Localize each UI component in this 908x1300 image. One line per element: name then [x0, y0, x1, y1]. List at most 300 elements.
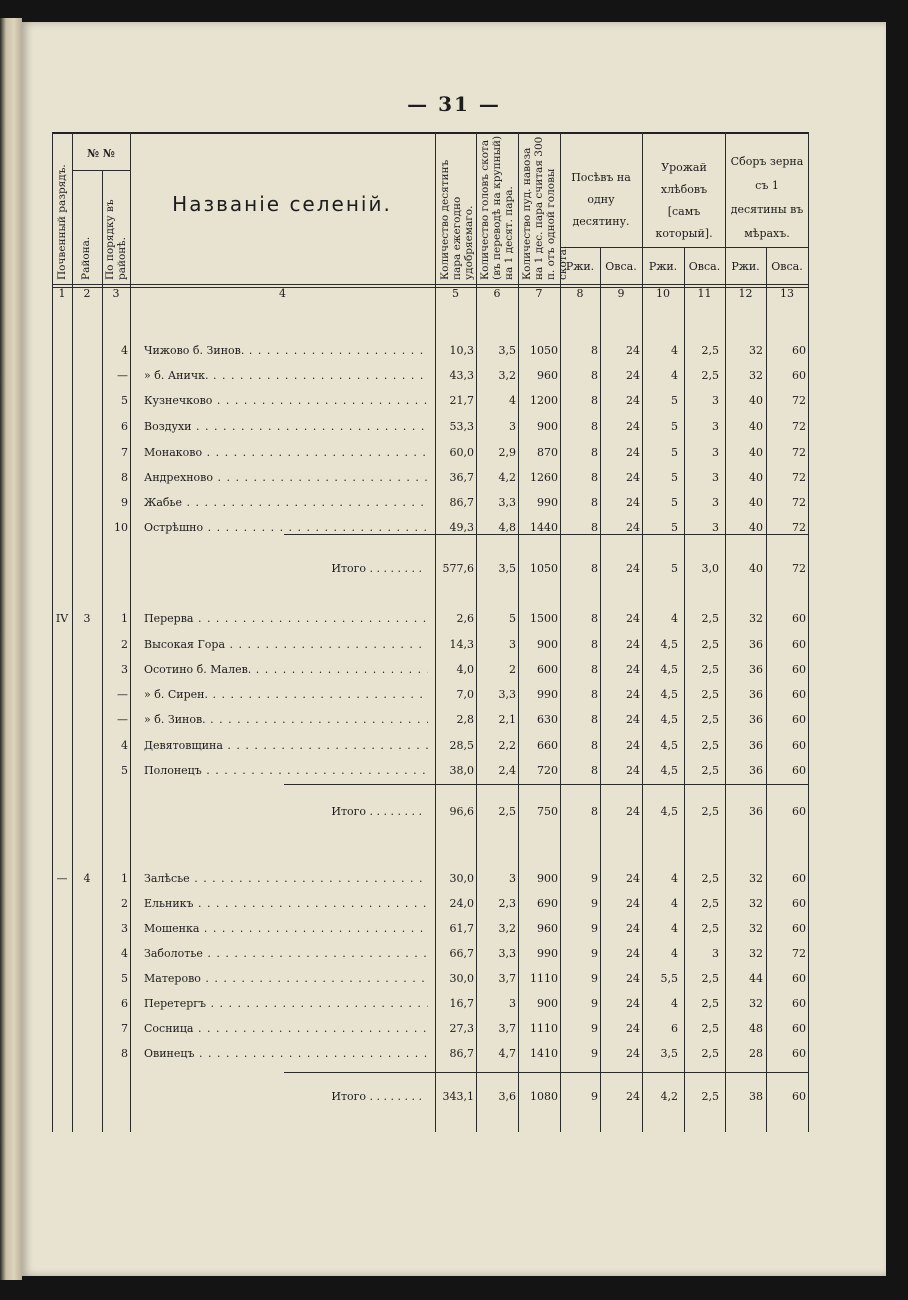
header-sowing: Посѣвъ на одну десятину.	[571, 171, 631, 228]
column-number: 7	[535, 287, 543, 300]
settlement-name: Овинецъ . . .	[144, 1047, 428, 1060]
settlement-name: Чижово б. Зинов. . . .	[144, 344, 428, 357]
settlement-name: » б. Сирен. . . .	[144, 688, 428, 701]
cell-c13: 72	[792, 562, 806, 575]
cell-c10: 4,5	[660, 764, 678, 777]
cell-c5: 36,7	[449, 471, 474, 484]
cell-c11: 2,5	[701, 1022, 719, 1035]
cell-c10: 4	[671, 947, 678, 960]
cell-c13: 60	[792, 688, 806, 701]
cell-c13: 72	[792, 471, 806, 484]
cell-c12: 40	[749, 496, 763, 509]
header-rye: Ржи.	[648, 260, 678, 273]
cell-c5: 27,3	[449, 1022, 474, 1035]
cell-c7: 990	[537, 688, 558, 701]
cell-c5: 21,7	[449, 394, 474, 407]
cell-c8: 9	[591, 897, 598, 910]
cell-c13: 60	[792, 805, 806, 818]
cell-c8: 8	[591, 496, 598, 509]
cell-c5: 96,6	[449, 805, 474, 818]
cell-c10: 5	[671, 562, 678, 575]
cell-c3: 10	[114, 521, 128, 534]
cell-c10: 4,5	[660, 713, 678, 726]
cell-c12: 40	[749, 471, 763, 484]
header-oats: Овса.	[688, 260, 721, 273]
col-rule	[102, 170, 103, 1132]
cell-c9: 24	[626, 764, 640, 777]
cell-c8: 8	[591, 688, 598, 701]
cell-c13: 60	[792, 344, 806, 357]
cell-c9: 24	[626, 471, 640, 484]
cell-c9: 24	[626, 369, 640, 382]
cell-c12: 40	[749, 446, 763, 459]
cell-c6: 3,7	[498, 1022, 516, 1035]
cell-c11: 3	[712, 420, 719, 433]
cell-c5: 7,0	[456, 688, 474, 701]
cell-c11: 2,5	[701, 369, 719, 382]
cell-c12: 40	[749, 394, 763, 407]
cell-c3: 7	[121, 446, 128, 459]
cell-c12: 32	[749, 897, 763, 910]
cell-c12: 40	[749, 521, 763, 534]
cell-c13: 72	[792, 446, 806, 459]
cell-c6: 3	[509, 997, 516, 1010]
cell-c3: 5	[121, 394, 128, 407]
cell-c3: —	[117, 713, 128, 726]
cell-c13: 60	[792, 997, 806, 1010]
cell-c12: 36	[749, 713, 763, 726]
cell-c13: 60	[792, 897, 806, 910]
col-rule	[130, 132, 131, 1132]
cell-c3: —	[117, 688, 128, 701]
cell-c6: 3,2	[498, 369, 516, 382]
cell-c7: 900	[537, 872, 558, 885]
cell-c9: 24	[626, 897, 640, 910]
settlement-name: Сосница . . .	[144, 1022, 428, 1035]
cell-c3: 2	[121, 897, 128, 910]
cell-c6: 3	[509, 872, 516, 885]
cell-c9: 24	[626, 739, 640, 752]
cell-c9: 24	[626, 446, 640, 459]
cell-c6: 3	[509, 420, 516, 433]
cell-c13: 72	[792, 394, 806, 407]
cell-c10: 4,5	[660, 805, 678, 818]
column-number: 4	[279, 287, 286, 300]
cell-c12: 32	[749, 369, 763, 382]
cell-c13: 60	[792, 872, 806, 885]
cell-c9: 24	[626, 663, 640, 676]
cell-c12: 36	[749, 764, 763, 777]
settlement-name: Воздухи . . .	[144, 420, 428, 433]
total-label: Итого . . .	[262, 805, 422, 818]
cell-c7: 1110	[530, 1022, 558, 1035]
cell-c13: 60	[792, 612, 806, 625]
cell-c9: 24	[626, 1090, 640, 1103]
settlement-name: Кузнечково . . .	[144, 394, 428, 407]
header-rye: Ржи.	[565, 260, 595, 273]
cell-c12: 44	[749, 972, 763, 985]
column-number: 10	[656, 287, 670, 300]
cell-c7: 1500	[530, 612, 558, 625]
cell-c9: 24	[626, 344, 640, 357]
cell-c3: 1	[121, 872, 128, 885]
cell-c8: 9	[591, 997, 598, 1010]
header-oats: Овса.	[771, 260, 803, 273]
cell-c11: 3	[712, 496, 719, 509]
cell-c10: 4,5	[660, 638, 678, 651]
cell-c7: 990	[537, 496, 558, 509]
cell-c6: 3,2	[498, 922, 516, 935]
cell-c9: 24	[626, 496, 640, 509]
cell-c12: 36	[749, 805, 763, 818]
column-number: 2	[83, 287, 91, 300]
cell-c3: 4	[121, 739, 128, 752]
header-settlement-names: Названіе селеній.	[172, 192, 392, 216]
column-number: 11	[697, 287, 712, 300]
cell-c10: 4	[671, 922, 678, 935]
settlement-name: Полонецъ . . .	[144, 764, 428, 777]
cell-c11: 2,5	[701, 972, 719, 985]
settlement-name: Мошенка . . .	[144, 922, 428, 935]
cell-c9: 24	[626, 872, 640, 885]
cell-c11: 2,5	[701, 638, 719, 651]
cell-c10: 4	[671, 897, 678, 910]
cell-c12: 38	[749, 1090, 763, 1103]
cell-c3: —	[117, 369, 128, 382]
cell-c5: 38,0	[449, 764, 474, 777]
cell-c5: 86,7	[449, 1047, 474, 1060]
cell-c10: 4	[671, 872, 678, 885]
cell-c13: 60	[792, 1047, 806, 1060]
cell-c12: 32	[749, 612, 763, 625]
cell-c9: 24	[626, 562, 640, 575]
cell-c8: 8	[591, 369, 598, 382]
cell-c6: 4,7	[498, 1047, 516, 1060]
cell-c11: 2,5	[701, 344, 719, 357]
settlement-name: Высокая Гора . . .	[144, 638, 428, 651]
cell-c5: 14,3	[449, 638, 474, 651]
cell-c8: 9	[591, 947, 598, 960]
cell-c7: 900	[537, 420, 558, 433]
cell-c3: 3	[121, 922, 128, 935]
cell-c5: 53,3	[449, 420, 474, 433]
cell-c8: 8	[591, 446, 598, 459]
cell-c8: 9	[591, 1022, 598, 1035]
cell-c6: 3,3	[498, 496, 516, 509]
cell-c11: 2,5	[701, 897, 719, 910]
cell-c5: 24,0	[449, 897, 474, 910]
cell-c10: 4	[671, 369, 678, 382]
cell-c5: 577,6	[442, 562, 474, 575]
cell-c11: 3,0	[701, 562, 719, 575]
statistics-table	[22, 22, 886, 1276]
header-cattle: Количество головъ скота (въ переводѣ на крупный) на 1 десят. пара.	[479, 135, 515, 280]
settlement-name: Матерово . . .	[144, 972, 428, 985]
cell-c7: 600	[537, 663, 558, 676]
cell-c11: 2,5	[701, 688, 719, 701]
cell-c8: 8	[591, 739, 598, 752]
cell-c10: 5	[671, 420, 678, 433]
cell-c8: 8	[591, 562, 598, 575]
cell-c12: 36	[749, 739, 763, 752]
cell-c9: 24	[626, 947, 640, 960]
header-harvest: Урожай хлѣбовъ [самъ который].	[655, 161, 713, 240]
cell-c3: 6	[121, 420, 128, 433]
col-rule	[808, 132, 809, 1132]
cell-c13: 60	[792, 739, 806, 752]
column-number: 5	[452, 287, 459, 300]
col-rule	[72, 132, 73, 1132]
cell-c8: 8	[591, 713, 598, 726]
cell-c7: 990	[537, 947, 558, 960]
cell-c8: 8	[591, 471, 598, 484]
header-yield: Сборъ зерна съ 1 десятины въ мѣрахъ.	[730, 155, 804, 240]
cell-c10: 5	[671, 394, 678, 407]
cell-c12: 40	[749, 562, 763, 575]
cell-c11: 2,5	[701, 997, 719, 1010]
column-number: 6	[493, 287, 501, 300]
cell-c11: 2,5	[701, 872, 719, 885]
page	[22, 22, 886, 1276]
cell-c8: 9	[591, 972, 598, 985]
header-order: По порядку въ районѣ.	[104, 199, 128, 280]
settlement-name: Ельникъ . . .	[144, 897, 428, 910]
cell-c8: 9	[591, 872, 598, 885]
cell-c9: 24	[626, 394, 640, 407]
subtotal-rule	[284, 534, 808, 535]
cell-c10: 4,5	[660, 663, 678, 676]
cell-c12: 28	[749, 1047, 763, 1060]
cell-c8: 8	[591, 638, 598, 651]
header-district: Района.	[80, 236, 92, 280]
cell-c10: 3,5	[660, 1047, 678, 1060]
cell-c9: 24	[626, 1022, 640, 1035]
cell-c10: 5	[671, 471, 678, 484]
cell-c13: 60	[792, 369, 806, 382]
column-number: 1	[58, 287, 66, 300]
cell-c7: 630	[537, 713, 558, 726]
cell-c11: 2,5	[701, 805, 719, 818]
cell-c5: 60,0	[449, 446, 474, 459]
cell-c8: 8	[591, 521, 598, 534]
cell-c6: 2,5	[498, 805, 516, 818]
column-number: 3	[112, 287, 120, 300]
header-soil-class: Почвенный разрядъ.	[56, 164, 68, 280]
cell-c5: 10,3	[449, 344, 474, 357]
header-rule	[52, 284, 808, 285]
cell-c10: 4	[671, 612, 678, 625]
total-label: Итого . . .	[262, 1090, 422, 1103]
cell-c8: 8	[591, 420, 598, 433]
settlement-name: Залѣсье . . .	[144, 872, 428, 885]
header-numbers: № №	[87, 147, 115, 160]
cell-c12: 32	[749, 872, 763, 885]
cell-c3: 4	[121, 344, 128, 357]
cell-c3: 5	[121, 972, 128, 985]
cell-c7: 900	[537, 638, 558, 651]
cell-c8: 8	[591, 764, 598, 777]
cell-c9: 24	[626, 688, 640, 701]
column-number: 9	[617, 287, 625, 300]
cell-c5: 4,0	[456, 663, 474, 676]
cell-c7: 690	[537, 897, 558, 910]
cell-c9: 24	[626, 1047, 640, 1060]
cell-c3: 3	[121, 663, 128, 676]
cell-c7: 1110	[530, 972, 558, 985]
cell-c7: 720	[537, 764, 558, 777]
settlement-name: » б. Зинов. . . .	[144, 713, 428, 726]
cell-c12: 32	[749, 344, 763, 357]
cell-c8: 8	[591, 663, 598, 676]
cell-c9: 24	[626, 420, 640, 433]
cell-c11: 2,5	[701, 663, 719, 676]
cell-c12: 36	[749, 688, 763, 701]
cell-c11: 2,5	[701, 1047, 719, 1060]
cell-c13: 60	[792, 1090, 806, 1103]
cell-c9: 24	[626, 805, 640, 818]
cell-c12: 48	[749, 1022, 763, 1035]
cell-c13: 60	[792, 972, 806, 985]
cell-c7: 960	[537, 369, 558, 382]
cell-c3: 8	[121, 1047, 128, 1060]
cell-c11: 2,5	[701, 764, 719, 777]
cell-c11: 2,5	[701, 922, 719, 935]
cell-c12: 32	[749, 997, 763, 1010]
subtotal-rule	[284, 784, 808, 785]
cell-c13: 72	[792, 521, 806, 534]
cell-c9: 24	[626, 713, 640, 726]
cell-c3: 5	[121, 764, 128, 777]
cell-c8: 8	[591, 805, 598, 818]
settlement-name: Острѣшно . . .	[144, 521, 428, 534]
settlement-name: Девятовщина . . .	[144, 739, 428, 752]
cell-c3: 8	[121, 471, 128, 484]
settlement-name: Заболотье . . .	[144, 947, 428, 960]
cell-c7: 1410	[530, 1047, 558, 1060]
settlement-name: Перетергъ . . .	[144, 997, 428, 1010]
cell-c11: 3	[712, 394, 719, 407]
total-label: Итого . . .	[262, 562, 422, 575]
cell-c7: 960	[537, 922, 558, 935]
cell-c11: 3	[712, 446, 719, 459]
cell-c9: 24	[626, 972, 640, 985]
cell-c6: 3,5	[498, 562, 516, 575]
header-manure: Количество пуд. навоза на 1 дес. пара считая 300 п. отъ одной головы скота.	[521, 136, 569, 280]
cell-c10: 4	[671, 344, 678, 357]
cell-c8: 8	[591, 344, 598, 357]
col-rule	[52, 132, 53, 1132]
cell-c13: 60	[792, 1022, 806, 1035]
cell-c1: IV	[55, 612, 69, 625]
cell-c8: 8	[591, 612, 598, 625]
cell-c7: 1050	[530, 562, 558, 575]
cell-c8: 8	[591, 394, 598, 407]
column-number: 12	[738, 287, 753, 300]
cell-c10: 6	[671, 1022, 678, 1035]
cell-c5: 30,0	[449, 972, 474, 985]
cell-c9: 24	[626, 521, 640, 534]
column-number: 8	[576, 287, 584, 300]
cell-c10: 4,5	[660, 739, 678, 752]
cell-c7: 900	[537, 997, 558, 1010]
cell-c3: 1	[121, 612, 128, 625]
cell-c11: 3	[712, 521, 719, 534]
cell-c5: 43,3	[449, 369, 474, 382]
cell-c5: 28,5	[449, 739, 474, 752]
cell-c11: 2,5	[701, 1090, 719, 1103]
cell-c10: 4,2	[660, 1090, 678, 1103]
cell-c7: 1080	[530, 1090, 558, 1103]
cell-c5: 30,0	[449, 872, 474, 885]
cell-c7: 660	[537, 739, 558, 752]
cell-c6: 5	[509, 612, 516, 625]
header-oats: Овса.	[605, 260, 637, 273]
cell-c6: 3,3	[498, 688, 516, 701]
cell-c11: 2,5	[701, 713, 719, 726]
cell-c6: 4	[509, 394, 516, 407]
cell-c6: 3	[509, 638, 516, 651]
cell-c6: 2,2	[498, 739, 516, 752]
cell-c13: 60	[792, 922, 806, 935]
cell-c12: 32	[749, 947, 763, 960]
cell-c10: 5	[671, 446, 678, 459]
cell-c9: 24	[626, 638, 640, 651]
cell-c13: 72	[792, 496, 806, 509]
cell-c5: 2,8	[456, 713, 474, 726]
cell-c6: 4,8	[498, 521, 516, 534]
previous-page-edge	[0, 18, 22, 1280]
cell-c10: 5	[671, 521, 678, 534]
cell-c12: 36	[749, 663, 763, 676]
cell-c8: 9	[591, 922, 598, 935]
cell-c3: 9	[121, 496, 128, 509]
cell-c5: 16,7	[449, 997, 474, 1010]
header-rye: Ржи.	[731, 260, 760, 273]
cell-c6: 2,4	[498, 764, 516, 777]
cell-c7: 1440	[530, 521, 558, 534]
cell-c6: 3,6	[498, 1090, 516, 1103]
cell-c5: 2,6	[456, 612, 474, 625]
cell-c3: 4	[121, 947, 128, 960]
cell-c6: 3,3	[498, 947, 516, 960]
cell-c13: 72	[792, 947, 806, 960]
cell-c6: 3,7	[498, 972, 516, 985]
column-number: 13	[780, 287, 794, 300]
cell-c8: 9	[591, 1090, 598, 1103]
cell-c5: 86,7	[449, 496, 474, 509]
header-fallow: Количество десятинъ пара ежегодно удобряемаго.	[439, 159, 475, 280]
cell-c2: 3	[83, 612, 91, 625]
cell-c8: 9	[591, 1047, 598, 1060]
settlement-name: » б. Аничк. . . .	[144, 369, 428, 382]
cell-c6: 4,2	[498, 471, 516, 484]
cell-c7: 1200	[530, 394, 558, 407]
cell-c7: 870	[537, 446, 558, 459]
cell-c12: 40	[749, 420, 763, 433]
table-top-rule	[52, 132, 808, 134]
cell-c9: 24	[626, 997, 640, 1010]
cell-c13: 60	[792, 638, 806, 651]
cell-c13: 60	[792, 663, 806, 676]
settlement-name: Монаково . . .	[144, 446, 428, 459]
cell-c3: 7	[121, 1022, 128, 1035]
cell-c11: 2,5	[701, 612, 719, 625]
cell-c7: 1050	[530, 344, 558, 357]
cell-c5: 343,1	[442, 1090, 474, 1103]
page-number: — 31 —	[407, 92, 501, 116]
subtotal-rule	[284, 1072, 808, 1073]
cell-c6: 3,5	[498, 344, 516, 357]
